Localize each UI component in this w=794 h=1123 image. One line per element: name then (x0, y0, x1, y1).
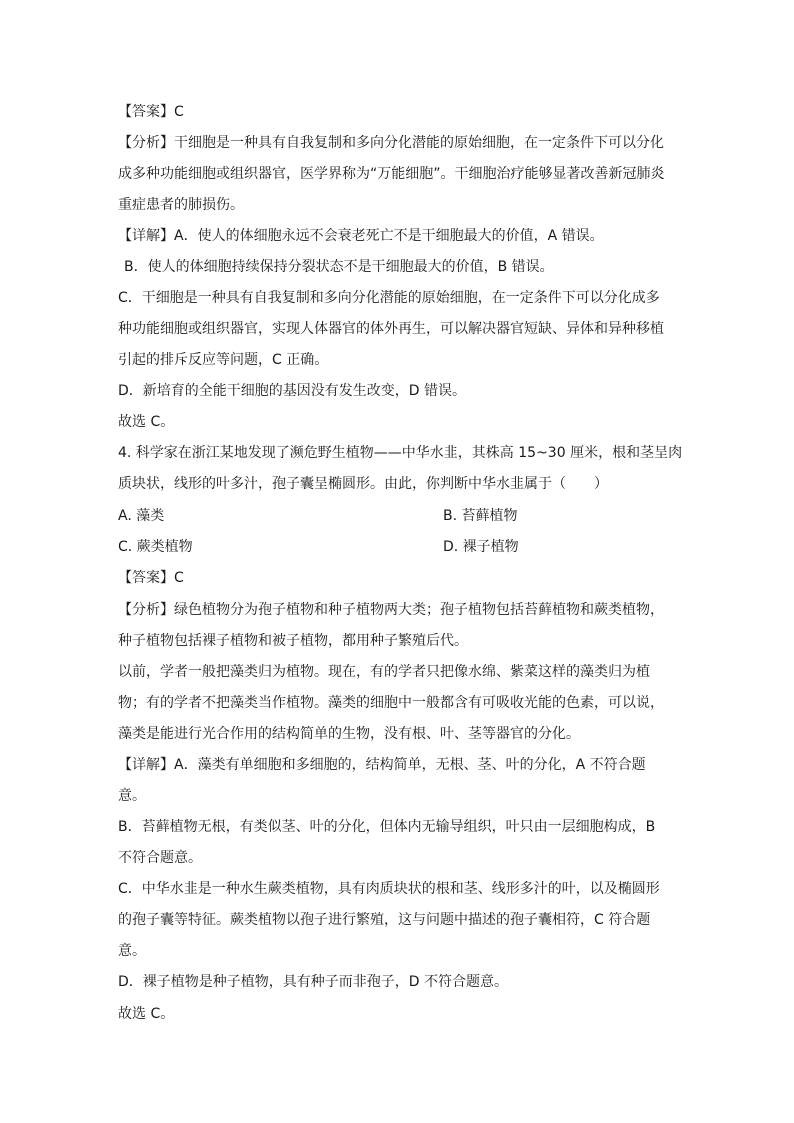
answer-label-1: 【答案】C (118, 104, 184, 120)
analysis-2-line-3: 以前，学者一般把藻类归为植物。现在，有的学者只把像水绵、紫菜这样的藻类归为植 (118, 664, 650, 680)
choice-1: 故选 C。 (118, 414, 175, 430)
answer-label-2: 【答案】C (118, 570, 184, 586)
detail-1-d: D．新培育的全能干细胞的基因没有发生改变，D 错误。 (118, 383, 467, 399)
option-b: B. 苔藓植物 (443, 508, 518, 524)
detail-1-c-line-1: C．干细胞是一种具有自我复制和多向分化潜能的原始细胞，在一定条件下可以分化成多 (118, 290, 660, 306)
detail-2-a-line-1: 【详解】A．藻类有单细胞和多细胞的，结构简单，无根、茎、叶的分化，A 不符合题 (118, 757, 646, 773)
analysis-2-line-4: 物；有的学者不把藻类当作植物。藻类的细胞中一般都含有可吸收光能的色素，可以说， (118, 695, 664, 711)
analysis-1-line-3: 重症患者的肺损伤。 (118, 197, 244, 213)
detail-2-a-line-2: 意。 (118, 788, 146, 804)
question-4-stem-line-1: 4. 科学家在浙江某地发现了濒危野生植物——中华水韭，其株高 15~30 厘米，根和茎呈肉 (118, 445, 683, 461)
detail-2-b-line-1: B．苔藓植物无根，有类似茎、叶的分化，但体内无输导组织，叶只由一层细胞构成，B (118, 819, 656, 835)
analysis-2-line-1: 【分析】绿色植物分为孢子植物和种子植物两大类；孢子植物包括苔藓植物和蕨类植物， (118, 602, 664, 618)
option-c: C. 蕨类植物 (118, 539, 193, 555)
choice-2: 故选 C。 (118, 1006, 175, 1022)
detail-1-c-line-2: 种功能细胞或组织器官，实现人体器官的体外再生，可以解决器官短缺、异体和异种移植 (118, 321, 664, 337)
detail-2-b-line-2: 不符合题意。 (118, 850, 202, 866)
detail-1-b: B．使人的体细胞持续保持分裂状态不是干细胞最大的价值，B 错误。 (124, 259, 554, 275)
detail-2-c-line-3: 意。 (118, 943, 146, 959)
option-a: A. 藻类 (118, 508, 165, 524)
analysis-1-line-1: 【分析】干细胞是一种具有自我复制和多向分化潜能的原始细胞，在一定条件下可以分化 (118, 135, 664, 151)
analysis-1-line-2: 成多种功能细胞或组织器官，医学界称为“万能细胞”。干细胞治疗能够显著改善新冠肺炎 (118, 166, 665, 182)
analysis-2-line-5: 藻类是能进行光合作用的结构简单的生物，没有根、叶、茎等器官的分化。 (118, 726, 580, 742)
option-d: D. 裸子植物 (443, 539, 519, 555)
detail-1-c-line-3: 引起的排斥反应等问题，C 正确。 (118, 352, 329, 368)
analysis-2-line-2: 种子植物包括裸子植物和被子植物，都用种子繁殖后代。 (118, 633, 468, 649)
question-4-stem-line-2: 质块状，线形的叶多汁，孢子囊呈椭圆形。由此，你判断中华水韭属于（ ） (118, 476, 608, 492)
detail-1-a: 【详解】A．使人的体细胞永远不会衰老死亡不是干细胞最大的价值，A 错误。 (118, 228, 604, 244)
detail-2-c-line-1: C．中华水韭是一种水生蕨类植物，具有肉质块状的根和茎、线形多汁的叶，以及椭圆形 (118, 881, 660, 897)
detail-2-d: D．裸子植物是种子植物，具有种子而非孢子，D 不符合题意。 (118, 974, 509, 990)
detail-2-c-line-2: 的孢子囊等特征。蕨类植物以孢子进行繁殖，这与问题中描述的孢子囊相符，C 符合题 (118, 912, 651, 928)
